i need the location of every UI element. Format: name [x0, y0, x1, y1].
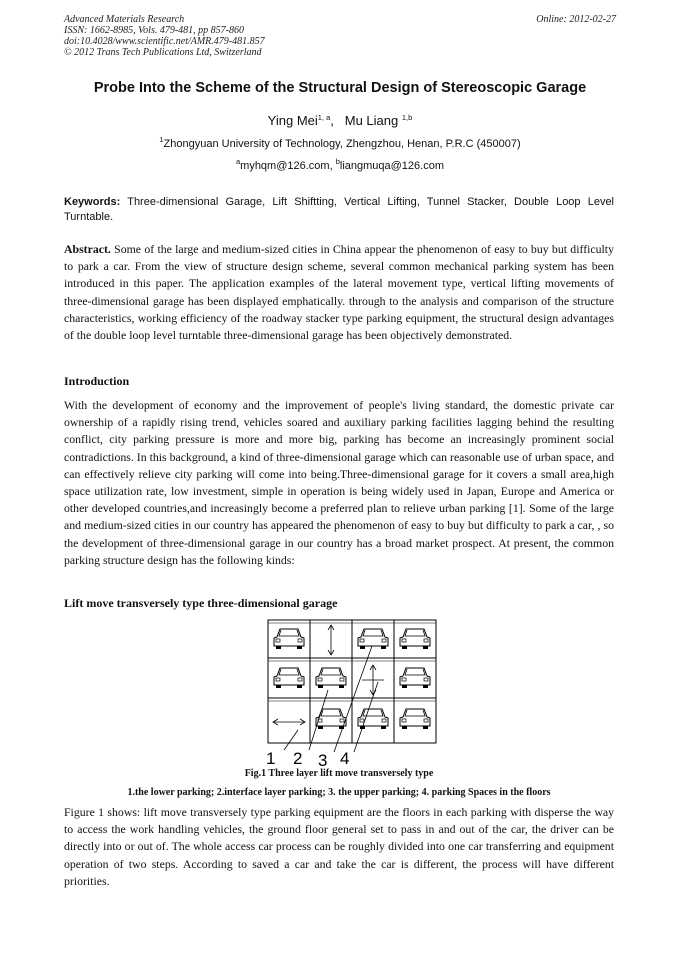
author-separator: ,: [330, 113, 334, 128]
car-icon: [316, 668, 346, 688]
author-affil-mark: 1, a: [317, 113, 331, 122]
car-icon: [358, 629, 388, 649]
abstract-text: Some of the large and medium-sized cities in China appear the phenomenon of easy to buy but difficulty to park a car. From the view of structure design scheme, several common mechanical parking system has been introduced in this paper. The application examples of the lateral movement type, vertical lifting movements of three-dimensional garage has been displayed emphatically. through to the analysis and comparison of the structure characteristics, working efficiency of the roadway stacker type parking equipment, the structural design advantages of the double loop level turntable three-dimensional garage has been objectively demonstrated.: [64, 242, 614, 343]
email-address: liangmuqa@126.com: [339, 160, 444, 172]
paper-title: Probe Into the Scheme of the Structural Design of Stereoscopic Garage: [93, 80, 587, 96]
abstract: [64, 241, 614, 344]
journal-copyright: © 2012 Trans Tech Publications Ltd, Switzerland: [64, 47, 262, 58]
frame: [268, 620, 436, 743]
journal-issn: ISSN: 1662-8985, Vols. 479-481, pp 857-860: [64, 25, 244, 36]
figure-label: 1: [266, 749, 276, 768]
figure-caption: Fig.1 Three layer lift move transversely type: [244, 768, 434, 779]
author-name: Ying Mei: [267, 113, 318, 128]
garage-diagram: [262, 618, 440, 768]
figure-label: 3: [318, 751, 328, 768]
introduction-text: With the development of economy and the improvement of people's living standard, the domestic private car ownership of a rapidly rising trend, vehicles soared and auxiliary parking facilities lagging behind the resulting conflict, city parking pressure is more and more big, parking has become an increasingly prominent social contradictions. In this background, a kind of three-dimensional garage which can reasonable use of urban space, and can effectively relieve city parking will come into being.Three-dimensional garage for it covers a small area,high space utilization rate, low investment, simple in operation is being widely used in Japan, Europe and America or other developed countries,and increasingly become a preferred plan to relieve urban parking [1]. Some of the large and medium-sized cities in our country has appeared the phenomenon of easy to buy but difficulty to park a car, , so the development of three-dimensional garage in our country has a broad market prospect. At present, the common parking structure design has the following kinds:: [64, 398, 614, 567]
email-mark: a: [235, 157, 241, 166]
affiliation: [64, 135, 616, 150]
figure-1: [262, 618, 440, 768]
journal-doi: doi:10.4028/www.scientific.net/AMR.479-481.857: [64, 36, 265, 47]
car-icon: [400, 629, 430, 649]
abstract-label: Abstract.: [64, 242, 111, 256]
car-icon: [400, 709, 430, 729]
affiliation-text: Zhongyuan University of Technology, Zhengzhou, Henan, P.R.C (450007): [163, 138, 521, 150]
car-icon: [400, 668, 430, 688]
journal-header: [64, 14, 616, 58]
email-separator: ,: [329, 160, 336, 172]
author-name: Mu Liang: [344, 113, 399, 128]
author-affil-mark: 1,b: [401, 113, 413, 122]
journal-name: Advanced Materials Research: [64, 14, 185, 25]
figure-label: 2: [293, 749, 303, 768]
keywords-label: Keywords:: [64, 196, 121, 208]
introduction-heading: Introduction: [64, 374, 130, 388]
figure-1-description: Figure 1 shows: lift move transversely type parking equipment are the floors in each parking with disperse the way to access the work handling vehicles, the ground floor general set to pass in and out of the car, the driver can be directly into or out of. The whole access car process can be roughly divided into one car transferring and equipment operation of two steps. According to saved a car and take the car is different, the process will have different priorities.: [64, 805, 614, 888]
keywords: [64, 195, 614, 225]
author-line: [64, 113, 616, 128]
figure-label: 4: [340, 749, 350, 768]
keywords-text: Three-dimensional Garage, Lift Shiftting, Vertical Lifting, Tunnel Stacker, Double Loop Level Turntable.: [64, 196, 614, 223]
affiliation-mark: 1: [159, 135, 164, 144]
car-icon: [316, 709, 346, 729]
car-icon: [274, 668, 304, 688]
email-mark: b: [335, 157, 340, 166]
car-icon: [274, 629, 304, 649]
email-line: [64, 157, 616, 172]
leader-lines: [284, 646, 378, 752]
figure-legend: 1.the lower parking; 2.interface layer parking; 3. the upper parking; 4. parking Spaces in the floors: [127, 787, 551, 798]
email-address: myhqm@126.com: [240, 160, 330, 172]
lift-section-heading: Lift move transversely type three-dimensional garage: [64, 596, 338, 610]
online-date: Online: 2012-02-27: [536, 14, 616, 25]
